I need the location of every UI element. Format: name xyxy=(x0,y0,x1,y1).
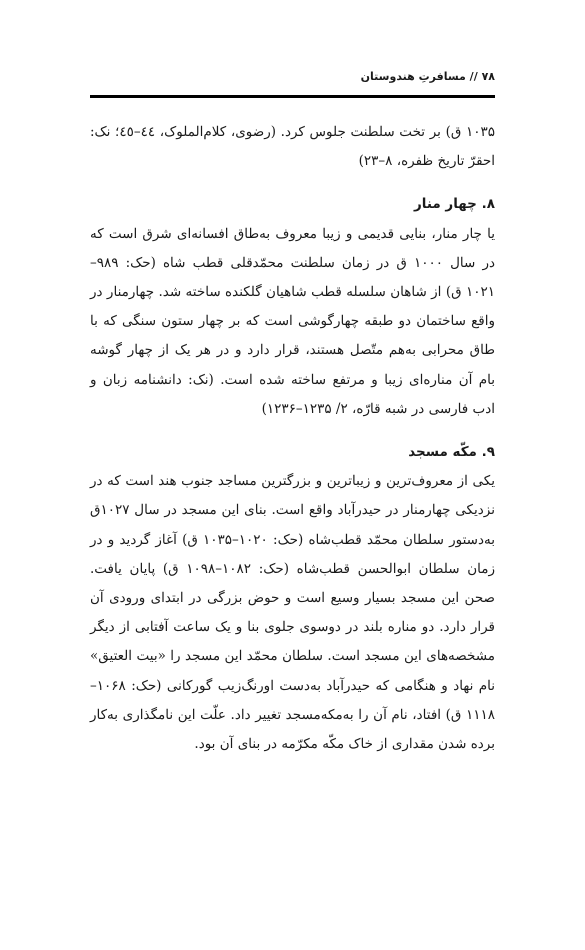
header-rule xyxy=(90,95,495,98)
mecca-masjid-paragraph: یکی از معروف‌ترین و زیباترین و بزرگترین مساجد جنوب هند است که در نزدیکی چهارمنار در حیدرآباد واقع است. بنای این مسجد در سال ۱۰۲۷ق به‌دستور سلطان محمّد قطب‌شاه (حک: ۱۰۲۰–۱۰۳۵ ق) آغاز گردید و در زمان سلطان ابوالحسن قطب‌شاه (حک: ۱۰۸۲–۱۰۹۸ ق) پایان یافت. صحن این مسجد بسیار وسیع است و حوض بزرگی در ابتدای ورودی آن قرار دارد. دو مناره بلند در دوسوی جلوی بنا و یک ساعت آفتابی از دیگر مشخصه‌های این مسجد است. سلطان محمّد این مسجد را «بیت العتیق» نام نهاد و هنگامی که حیدرآباد به‌دست اورنگ‌زیب گورکانی (حک: ۱۰۶۸–۱۱۱۸ ق) افتاد، نام آن را به‌مکه‌مسجد تغییر داد. علّت این نامگذاری به‌کار برده شدن مقداری از خاک مکّه مکرّمه در بنای آن بود. xyxy=(90,473,495,753)
continuation-paragraph: ۱۰۳۵ ق) بر تخت سلطنت جلوس کرد. (رضوی، کلام‌الملوک، ٤٤–٤٥؛ نک: احقرّ تاریخ ظفره، ٨–٢٣) xyxy=(90,124,495,170)
section-heading-char-minar: ۸. چهار منار xyxy=(414,196,495,213)
page-body xyxy=(90,118,495,759)
running-head: ۷۸ // مسافرتِ هندوستان xyxy=(360,70,495,83)
section-heading-mecca-masjid: ۹. مکّه مسجد xyxy=(408,444,495,461)
char-minar-paragraph: یا چار منار، بنایی قدیمی و زیبا معروف به‌طاق افسانه‌ای شرق است که در سال ۱۰۰۰ ق در زمان سلطنت محمّدقلی قطب شاه (حک: ۹۸۹– ۱۰۲۱ ق) از شاهان سلسله قطب شاهیان گلکنده ساخته شد. چهارمنار در واقع ساختمان دو طبقه چهارگوشی است که بر چهار ستون سنگی که با طاق محرابی به‌هم متّصل هستند، قرار دارد و در هر یک از چهار گوشه بام آن مناره‌ای زیبا و مرتفع ساخته شده است. (نک: دانشنامه زبان و ادب فارسی در شبه قارّه، ۲/ ۱۲۳۵–۱۲۳۶) xyxy=(90,225,495,417)
